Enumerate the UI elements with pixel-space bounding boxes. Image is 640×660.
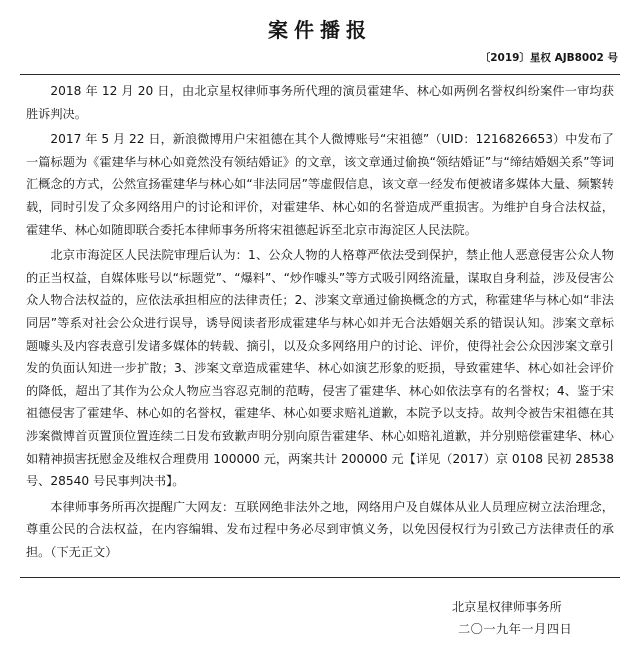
document-body [26, 80, 614, 566]
paragraph-case-background: 2017 年 5 月 22 日，新浪微博用户宋祖德在其个人微博账号“宋祖德”（UID：1216826653）中发布了一篇标题为《霍建华与林心如竟然没有领结婚证》的文章，该文章通过偷换“领结婚证”与“缔结婚姻关系”等词汇概念的方式，公然宣扬霍建华与林心如“非法同居”等虚假信息，该文章一经发布便被诸多媒体大量、频繁转载，同时引发了众多网络用户的讨论和评价，对霍建华、林心如的名誉造成严重损害。为维护自身合法权益，霍建华、林心如随即联合委托本律师事务所将宋祖德起诉至北京市海淀区人民法院。 [26, 132, 614, 237]
document-title: 案件播报 [268, 18, 372, 42]
paragraph-reminder: 本律师事务所再次提醒广大网友：互联网绝非法外之地，网络用户及自媒体从业人员理应树立法治理念，尊重公民的合法权益，在内容编辑、发布过程中务必尽到审慎义务，以免因侵权行为引致己方法律责任的承担。（下无正文） [26, 499, 614, 559]
signature-block [452, 596, 622, 640]
paragraph-court-findings: 北京市海淀区人民法院审理后认为：1、公众人物的人格尊严依法受到保护，禁止他人恶意侵害公众人物的正当权益，自媒体账号以“标题党”、“爆料”、“炒作噱头”等方式吸引网络流量，谋取自身利益，涉及侵害公众人物合法权益的，应依法承担相应的法律责任；2、涉案文章通过偷换概念的方式，称霍建华与林心如“非法同居”等系对社会公众进行误导，诱导阅读者形成霍建华与林心如并无合法婚姻关系的错误认知。涉案文章标题噱头及内容表意引发诸多媒体的转载、摘引，以及众多网络用户的讨论、评价，使得社会公众因涉案文章引发的负面认知进一步扩散；3、涉案文章造成霍建华、林心如演艺形象的贬损，导致霍建华、林心如社会评价的降低，超出了其作为公众人物应当容忍克制的范畴，侵害了霍建华、林心如依法享有的名誉权；4、鉴于宋祖德侵害了霍建华、林心如的名誉权，霍建华、林心如要求赔礼道歉，本院予以支持。故判令被告宋祖德在其涉案微博首页置顶位置连续二日发布致歉声明分别向原告霍建华、林心如赔礼道歉，并分别赔偿霍建华、林心如精神损害抚慰金及维权合理费用 100000 元，两案共计 200000 元【详见（2017）京 0108 民初 28538 号、28540 号民事判决书】。 [26, 248, 614, 489]
document-number: 〔2019〕星权 AJB8002 号 [479, 52, 618, 64]
paragraph-verdict-summary: 2018 年 12 月 20 日，由北京星权律师事务所代理的演员霍建华、林心如两例名誉权纠纷案件一审均获胜诉判决。 [26, 84, 614, 121]
signature-date: 二〇一九年一月四日 [458, 622, 573, 636]
top-divider [20, 74, 620, 75]
signature-firm: 北京星权律师事务所 [452, 600, 562, 614]
bottom-divider [20, 577, 620, 578]
